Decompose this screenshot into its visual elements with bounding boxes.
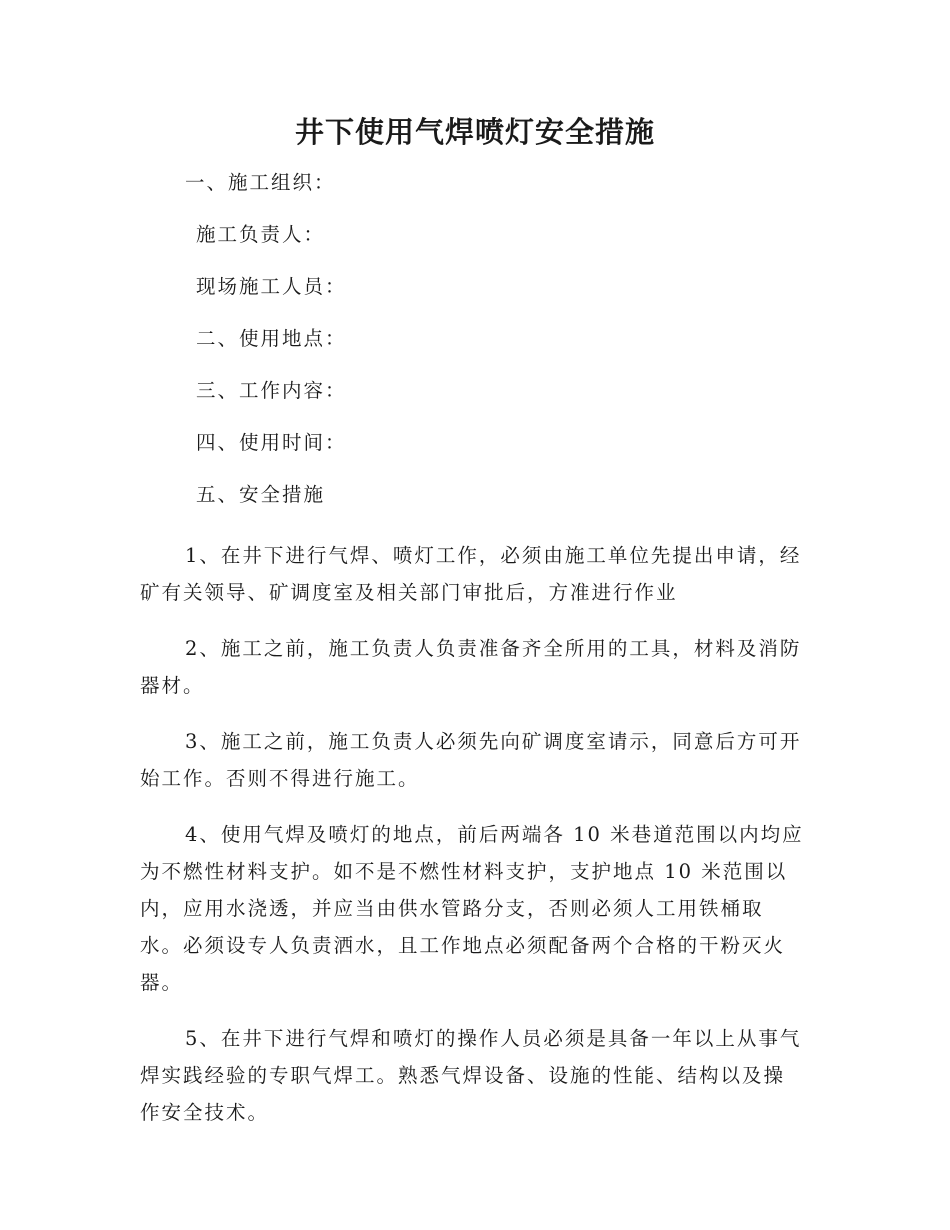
paragraph-1 bbox=[140, 537, 808, 611]
field-site-staff: 现场施工人员： bbox=[196, 275, 347, 298]
paragraph-line: 作安全技术。 bbox=[140, 1101, 270, 1124]
paragraph-line: 1、在井下进行气焊、喷灯工作，必须由施工单位先提出申请，经 bbox=[185, 544, 802, 567]
paragraph-line: 器材。 bbox=[140, 674, 205, 697]
field-construction-leader: 施工负责人： bbox=[196, 223, 326, 246]
paragraph-4 bbox=[140, 816, 808, 1001]
paragraph-line: 为不燃性材料支护。如不是不燃性材料支护，支护地点 10 米范围以 bbox=[140, 860, 788, 883]
document-body bbox=[140, 168, 808, 1150]
paragraph-line: 内，应用水浇透，并应当由供水管路分支，否则必须人工用铁桶取 bbox=[140, 897, 764, 920]
document-title: 井下使用气焊喷灯安全措施 bbox=[294, 115, 655, 149]
paragraph-line: 2、施工之前，施工负责人负责准备齐全所用的工具，材料及消防 bbox=[185, 637, 802, 660]
paragraph-line: 矿有关领导、矿调度室及相关部门审批后，方准进行作业 bbox=[140, 581, 678, 604]
paragraph-line: 5、在井下进行气焊和喷灯的操作人员必须是具备一年以上从事气 bbox=[185, 1027, 802, 1050]
paragraph-2 bbox=[140, 630, 808, 704]
section-work-content: 三、工作内容： bbox=[196, 379, 347, 402]
paragraph-line: 水。必须设专人负责洒水，且工作地点必须配备两个合格的干粉灭火 bbox=[140, 934, 786, 957]
paragraph-line: 4、使用气焊及喷灯的地点，前后两端各 10 米巷道范围以内均应 bbox=[185, 823, 804, 846]
section-construction-org: 一、施工组织： bbox=[185, 171, 336, 194]
paragraph-line: 焊实践经验的专职气焊工。熟悉气焊设备、设施的性能、结构以及操 bbox=[140, 1064, 786, 1087]
paragraph-line: 器。 bbox=[140, 971, 184, 994]
paragraph-3 bbox=[140, 723, 808, 797]
section-usage-time: 四、使用时间： bbox=[196, 431, 347, 454]
section-usage-location: 二、使用地点： bbox=[196, 327, 347, 350]
section-safety-measures: 五、安全措施 bbox=[196, 483, 326, 506]
paragraph-5 bbox=[140, 1020, 808, 1131]
paragraph-line: 始工作。否则不得进行施工。 bbox=[140, 767, 420, 790]
paragraph-line: 3、施工之前，施工负责人必须先向矿调度室请示，同意后方可开 bbox=[185, 730, 802, 753]
